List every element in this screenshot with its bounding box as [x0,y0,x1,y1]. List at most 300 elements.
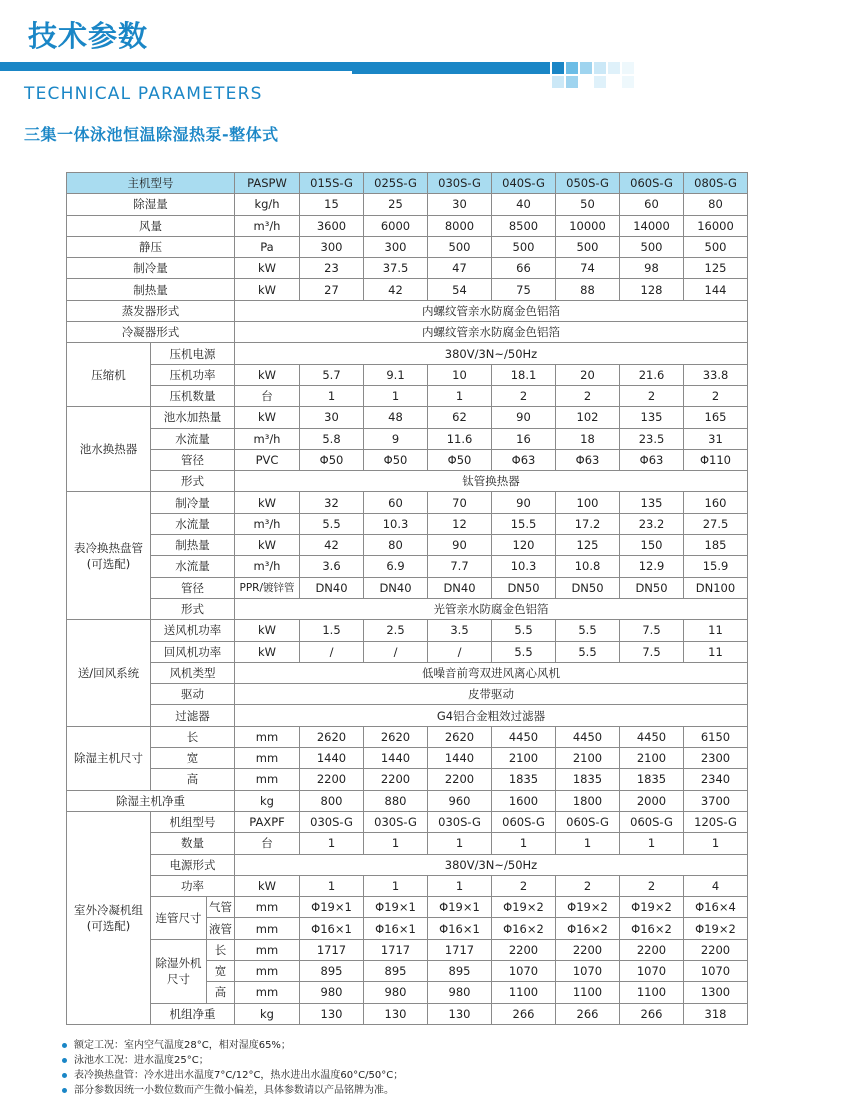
value-cell: Φ16×1 [364,918,428,939]
table-row [67,1003,748,1024]
value-cell: 2 [492,385,556,406]
value-cell: 32 [300,492,364,513]
row-label: 水流量 [151,513,235,534]
value-cell: 40 [492,194,556,215]
value-cell: 500 [492,236,556,257]
value-cell: 2200 [492,939,556,960]
row-label: 气管 [207,897,235,918]
value-cell: 4 [684,875,748,896]
value-cell: 1 [556,833,620,854]
table-row [67,449,748,470]
table-row [67,343,748,364]
unit-cell: kW [235,641,300,662]
row-label: 宽 [207,960,235,981]
value-cell: 3700 [684,790,748,811]
table-row [67,726,748,747]
value-cell: 60 [620,194,684,215]
unit-cell: Pa [235,236,300,257]
value-cell: 030S-G [428,811,492,832]
value-cell: 31 [684,428,748,449]
unit-cell: kW [235,364,300,385]
value-cell: Φ19×2 [620,897,684,918]
unit-cell: kW [235,279,300,300]
value-cell: 1 [364,875,428,896]
row-label: 压机电源 [151,343,235,364]
value-cell: 1 [300,385,364,406]
row-label: 水流量 [151,428,235,449]
sub-group-label: 除湿外机 尺寸 [151,939,207,1003]
value-cell: 165 [684,407,748,428]
unit-cell: m³/h [235,428,300,449]
value-cell: 16000 [684,215,748,236]
row-label: 制热量 [151,535,235,556]
value-cell: 1 [428,385,492,406]
value-cell: / [364,641,428,662]
value-cell: 2620 [364,726,428,747]
value-cell: 1 [620,833,684,854]
value-cell: 300 [300,236,364,257]
value-cell: 1717 [300,939,364,960]
row-label: 形式 [151,471,235,492]
value-cell: 130 [364,1003,428,1024]
value-cell: 120 [492,535,556,556]
value-cell: 1 [364,385,428,406]
model-header: 040S-G [492,173,556,194]
value-cell: 2340 [684,769,748,790]
table-row [67,258,748,279]
model-header: 080S-G [684,173,748,194]
table-row [67,364,748,385]
value-cell: 1440 [300,748,364,769]
value-cell: Φ63 [620,449,684,470]
value-cell: 8500 [492,215,556,236]
table-row [67,748,748,769]
value-cell: 23.5 [620,428,684,449]
unit-cell: kg [235,790,300,811]
value-cell: 3600 [300,215,364,236]
value-cell: 318 [684,1003,748,1024]
row-label: 静压 [67,236,235,257]
value-cell: DN40 [428,577,492,598]
value-cell: 185 [684,535,748,556]
value-cell: 895 [364,960,428,981]
value-cell: 75 [492,279,556,300]
value-cell: 030S-G [364,811,428,832]
value-cell: 23.2 [620,513,684,534]
value-cell: 2 [620,875,684,896]
page-title-en: TECHNICAL PARAMETERS [24,84,263,104]
value-cell: 1835 [556,769,620,790]
model-header: 060S-G [620,173,684,194]
row-label: 管径 [151,577,235,598]
unit-cell: kW [235,407,300,428]
unit-cell: kW [235,258,300,279]
value-cell: 20 [556,364,620,385]
value-cell: 48 [364,407,428,428]
value-cell: 1300 [684,982,748,1003]
value-cell: 42 [364,279,428,300]
row-label: 压机功率 [151,364,235,385]
note-item: 表冷换热盘管：冷水进出水温度7°C/12°C，热水进出水温度60°C/50°C； [62,1068,403,1083]
sub-group-label: 连管尺寸 [151,897,207,940]
table-row [67,769,748,790]
table-row [67,471,748,492]
unit-cell: 台 [235,385,300,406]
value-cell: 14000 [620,215,684,236]
row-label: 送风机功率 [151,620,235,641]
value-cell: 1 [364,833,428,854]
value-cell: 11.6 [428,428,492,449]
value-cell: 1 [684,833,748,854]
value-cell: Φ19×2 [492,897,556,918]
value-cell: DN50 [556,577,620,598]
value-cell: Φ16×1 [300,918,364,939]
value-cell: 11 [684,620,748,641]
row-label: 除湿量 [67,194,235,215]
value-cell: 90 [428,535,492,556]
value-cell: 144 [684,279,748,300]
table-row [67,939,748,960]
span-value: 皮带驱动 [235,684,748,705]
table-row [67,322,748,343]
table-row [67,577,748,598]
table-row [67,407,748,428]
group-label: 表冷换热盘管 (可选配) [67,492,151,620]
value-cell: 9.1 [364,364,428,385]
value-cell: Φ16×2 [556,918,620,939]
value-cell: 1835 [620,769,684,790]
value-cell: 895 [300,960,364,981]
value-cell: 030S-G [300,811,364,832]
span-value: 380V/3N~/50Hz [235,343,748,364]
value-cell: / [428,641,492,662]
value-cell: Φ50 [364,449,428,470]
value-cell: 980 [300,982,364,1003]
value-cell: 102 [556,407,620,428]
value-cell: Φ19×1 [364,897,428,918]
unit-cell: mm [235,982,300,1003]
row-label: 池水加热量 [151,407,235,428]
unit-cell: PPR/镀锌管 [235,577,300,598]
value-cell: 7.7 [428,556,492,577]
unit-cell: mm [235,918,300,939]
header-unit: PASPW [235,173,300,194]
value-cell: 060S-G [620,811,684,832]
value-cell: 980 [364,982,428,1003]
value-cell: 7.5 [620,620,684,641]
model-header: 025S-G [364,173,428,194]
span-value: 光管亲水防腐金色铝箔 [235,598,748,619]
value-cell: Φ63 [556,449,620,470]
value-cell: 500 [556,236,620,257]
value-cell: 66 [492,258,556,279]
group-label: 池水换热器 [67,407,151,492]
value-cell: 90 [492,492,556,513]
value-cell: 80 [364,535,428,556]
value-cell: 266 [492,1003,556,1024]
value-cell: 8000 [428,215,492,236]
value-cell: 1 [428,875,492,896]
note-item: 泳池水工况：进水温度25°C； [62,1053,403,1068]
note-item: 额定工况：室内空气温度28°C，相对湿度65%； [62,1038,403,1053]
value-cell: 150 [620,535,684,556]
model-header: 050S-G [556,173,620,194]
row-label: 机组型号 [151,811,235,832]
unit-cell: m³/h [235,556,300,577]
group-label: 压缩机 [67,343,151,407]
value-cell: 2620 [428,726,492,747]
value-cell: 30 [300,407,364,428]
unit-cell: mm [235,748,300,769]
table-row [67,194,748,215]
value-cell: 47 [428,258,492,279]
value-cell: 3.5 [428,620,492,641]
value-cell: 88 [556,279,620,300]
value-cell: 266 [556,1003,620,1024]
value-cell: 2 [492,875,556,896]
value-cell: 135 [620,492,684,513]
value-cell: DN50 [492,577,556,598]
table-row [67,641,748,662]
value-cell: / [300,641,364,662]
value-cell: 800 [300,790,364,811]
value-cell: 2300 [684,748,748,769]
row-label: 高 [207,982,235,1003]
table-row [67,492,748,513]
value-cell: Φ50 [300,449,364,470]
value-cell: 42 [300,535,364,556]
table-row [67,556,748,577]
value-cell: 128 [620,279,684,300]
value-cell: 1717 [364,939,428,960]
value-cell: 500 [684,236,748,257]
value-cell: 2.5 [364,620,428,641]
value-cell: 18.1 [492,364,556,385]
group-label: 除湿主机尺寸 [67,726,151,790]
table-row [67,215,748,236]
value-cell: 5.7 [300,364,364,385]
row-label: 制冷量 [67,258,235,279]
table-row [67,875,748,896]
value-cell: 10.8 [556,556,620,577]
table-row [67,279,748,300]
row-label: 液管 [207,918,235,939]
value-cell: 7.5 [620,641,684,662]
row-label: 形式 [151,598,235,619]
value-cell: 1100 [556,982,620,1003]
unit-cell: mm [235,897,300,918]
row-label: 回风机功率 [151,641,235,662]
unit-cell: PAXPF [235,811,300,832]
value-cell: 160 [684,492,748,513]
value-cell: 74 [556,258,620,279]
value-cell: 120S-G [684,811,748,832]
table-row [67,811,748,832]
row-label: 长 [151,726,235,747]
value-cell: Φ16×2 [620,918,684,939]
value-cell: 10.3 [364,513,428,534]
value-cell: 4450 [492,726,556,747]
value-cell: 060S-G [492,811,556,832]
value-cell: 12.9 [620,556,684,577]
value-cell: 1440 [428,748,492,769]
row-label: 制冷量 [151,492,235,513]
value-cell: 5.5 [300,513,364,534]
value-cell: 80 [684,194,748,215]
value-cell: 2200 [556,939,620,960]
value-cell: 1600 [492,790,556,811]
table-row [67,620,748,641]
value-cell: 30 [428,194,492,215]
value-cell: 060S-G [556,811,620,832]
table-row [67,428,748,449]
value-cell: 37.5 [364,258,428,279]
table-row [67,236,748,257]
row-label: 机组净重 [151,1003,235,1024]
table-row [67,513,748,534]
value-cell: 1070 [556,960,620,981]
value-cell: 2 [556,385,620,406]
technical-parameters-table [66,172,748,1025]
table-row [67,300,748,321]
value-cell: 960 [428,790,492,811]
table-row [67,854,748,875]
value-cell: 62 [428,407,492,428]
value-cell: Φ63 [492,449,556,470]
unit-cell: mm [235,939,300,960]
table-row [67,897,748,918]
value-cell: 23 [300,258,364,279]
row-label: 高 [151,769,235,790]
value-cell: 70 [428,492,492,513]
value-cell: 25 [364,194,428,215]
value-cell: 27.5 [684,513,748,534]
row-label: 风量 [67,215,235,236]
value-cell: Φ50 [428,449,492,470]
value-cell: 1800 [556,790,620,811]
value-cell: 9 [364,428,428,449]
value-cell: Φ19×1 [428,897,492,918]
row-label: 蒸发器形式 [67,300,235,321]
unit-cell: mm [235,769,300,790]
value-cell: 130 [428,1003,492,1024]
table-row [67,790,748,811]
note-item: 部分参数因统一小数位数而产生微小偏差，具体参数请以产品铭牌为准。 [62,1083,403,1098]
bullet-icon [62,1073,67,1078]
product-subtitle: 三集一体泳池恒温除湿热泵-整体式 [24,125,279,144]
value-cell: Φ16×4 [684,897,748,918]
row-label: 宽 [151,748,235,769]
value-cell: 1 [492,833,556,854]
value-cell: Φ16×2 [492,918,556,939]
value-cell: 1 [300,875,364,896]
value-cell: 16 [492,428,556,449]
value-cell: 130 [300,1003,364,1024]
unit-cell: kW [235,492,300,513]
value-cell: 2100 [492,748,556,769]
value-cell: 17.2 [556,513,620,534]
value-cell: 10 [428,364,492,385]
value-cell: 1440 [364,748,428,769]
value-cell: DN100 [684,577,748,598]
value-cell: 1070 [620,960,684,981]
value-cell: 10000 [556,215,620,236]
table-row [67,662,748,683]
title-bar-accent [352,70,550,74]
value-cell: 3.6 [300,556,364,577]
value-cell: 2 [556,875,620,896]
row-label: 长 [207,939,235,960]
value-cell: 2200 [428,769,492,790]
span-value: G4铝合金粗效过滤器 [235,705,748,726]
value-cell: 2200 [300,769,364,790]
model-header: 015S-G [300,173,364,194]
header-row [67,173,748,194]
unit-cell: mm [235,726,300,747]
value-cell: Φ19×2 [556,897,620,918]
value-cell: 2200 [364,769,428,790]
unit-cell: mm [235,960,300,981]
value-cell: 2 [684,385,748,406]
header-label: 主机型号 [67,173,235,194]
value-cell: 15 [300,194,364,215]
span-value: 380V/3N~/50Hz [235,854,748,875]
value-cell: 125 [684,258,748,279]
value-cell: 1 [428,833,492,854]
value-cell: 15.9 [684,556,748,577]
span-value: 钛管换热器 [235,471,748,492]
value-cell: Φ19×2 [684,918,748,939]
row-label: 制热量 [67,279,235,300]
value-cell: 21.6 [620,364,684,385]
bullet-icon [62,1058,67,1063]
value-cell: 6000 [364,215,428,236]
row-label: 管径 [151,449,235,470]
value-cell: 98 [620,258,684,279]
span-value: 低噪音前弯双进风离心风机 [235,662,748,683]
unit-cell: m³/h [235,215,300,236]
unit-cell: m³/h [235,513,300,534]
row-label: 驱动 [151,684,235,705]
unit-cell: 台 [235,833,300,854]
row-label: 电源形式 [151,854,235,875]
row-label: 过滤器 [151,705,235,726]
value-cell: 980 [428,982,492,1003]
span-value: 内螺纹管亲水防腐金色铝箔 [235,322,748,343]
value-cell: 880 [364,790,428,811]
row-label: 水流量 [151,556,235,577]
unit-cell: kW [235,620,300,641]
span-value: 内螺纹管亲水防腐金色铝箔 [235,300,748,321]
value-cell: 5.5 [492,641,556,662]
table-row [67,705,748,726]
group-label: 室外冷凝机组 (可选配) [67,811,151,1024]
value-cell: DN50 [620,577,684,598]
value-cell: 1070 [492,960,556,981]
value-cell: 11 [684,641,748,662]
value-cell: 15.5 [492,513,556,534]
value-cell: 1835 [492,769,556,790]
row-label: 风机类型 [151,662,235,683]
bullet-icon [62,1088,67,1093]
row-label: 压机数量 [151,385,235,406]
value-cell: 1 [300,833,364,854]
value-cell: 2620 [300,726,364,747]
value-cell: 100 [556,492,620,513]
group-label: 送/回风系统 [67,620,151,726]
row-label: 功率 [151,875,235,896]
value-cell: 125 [556,535,620,556]
